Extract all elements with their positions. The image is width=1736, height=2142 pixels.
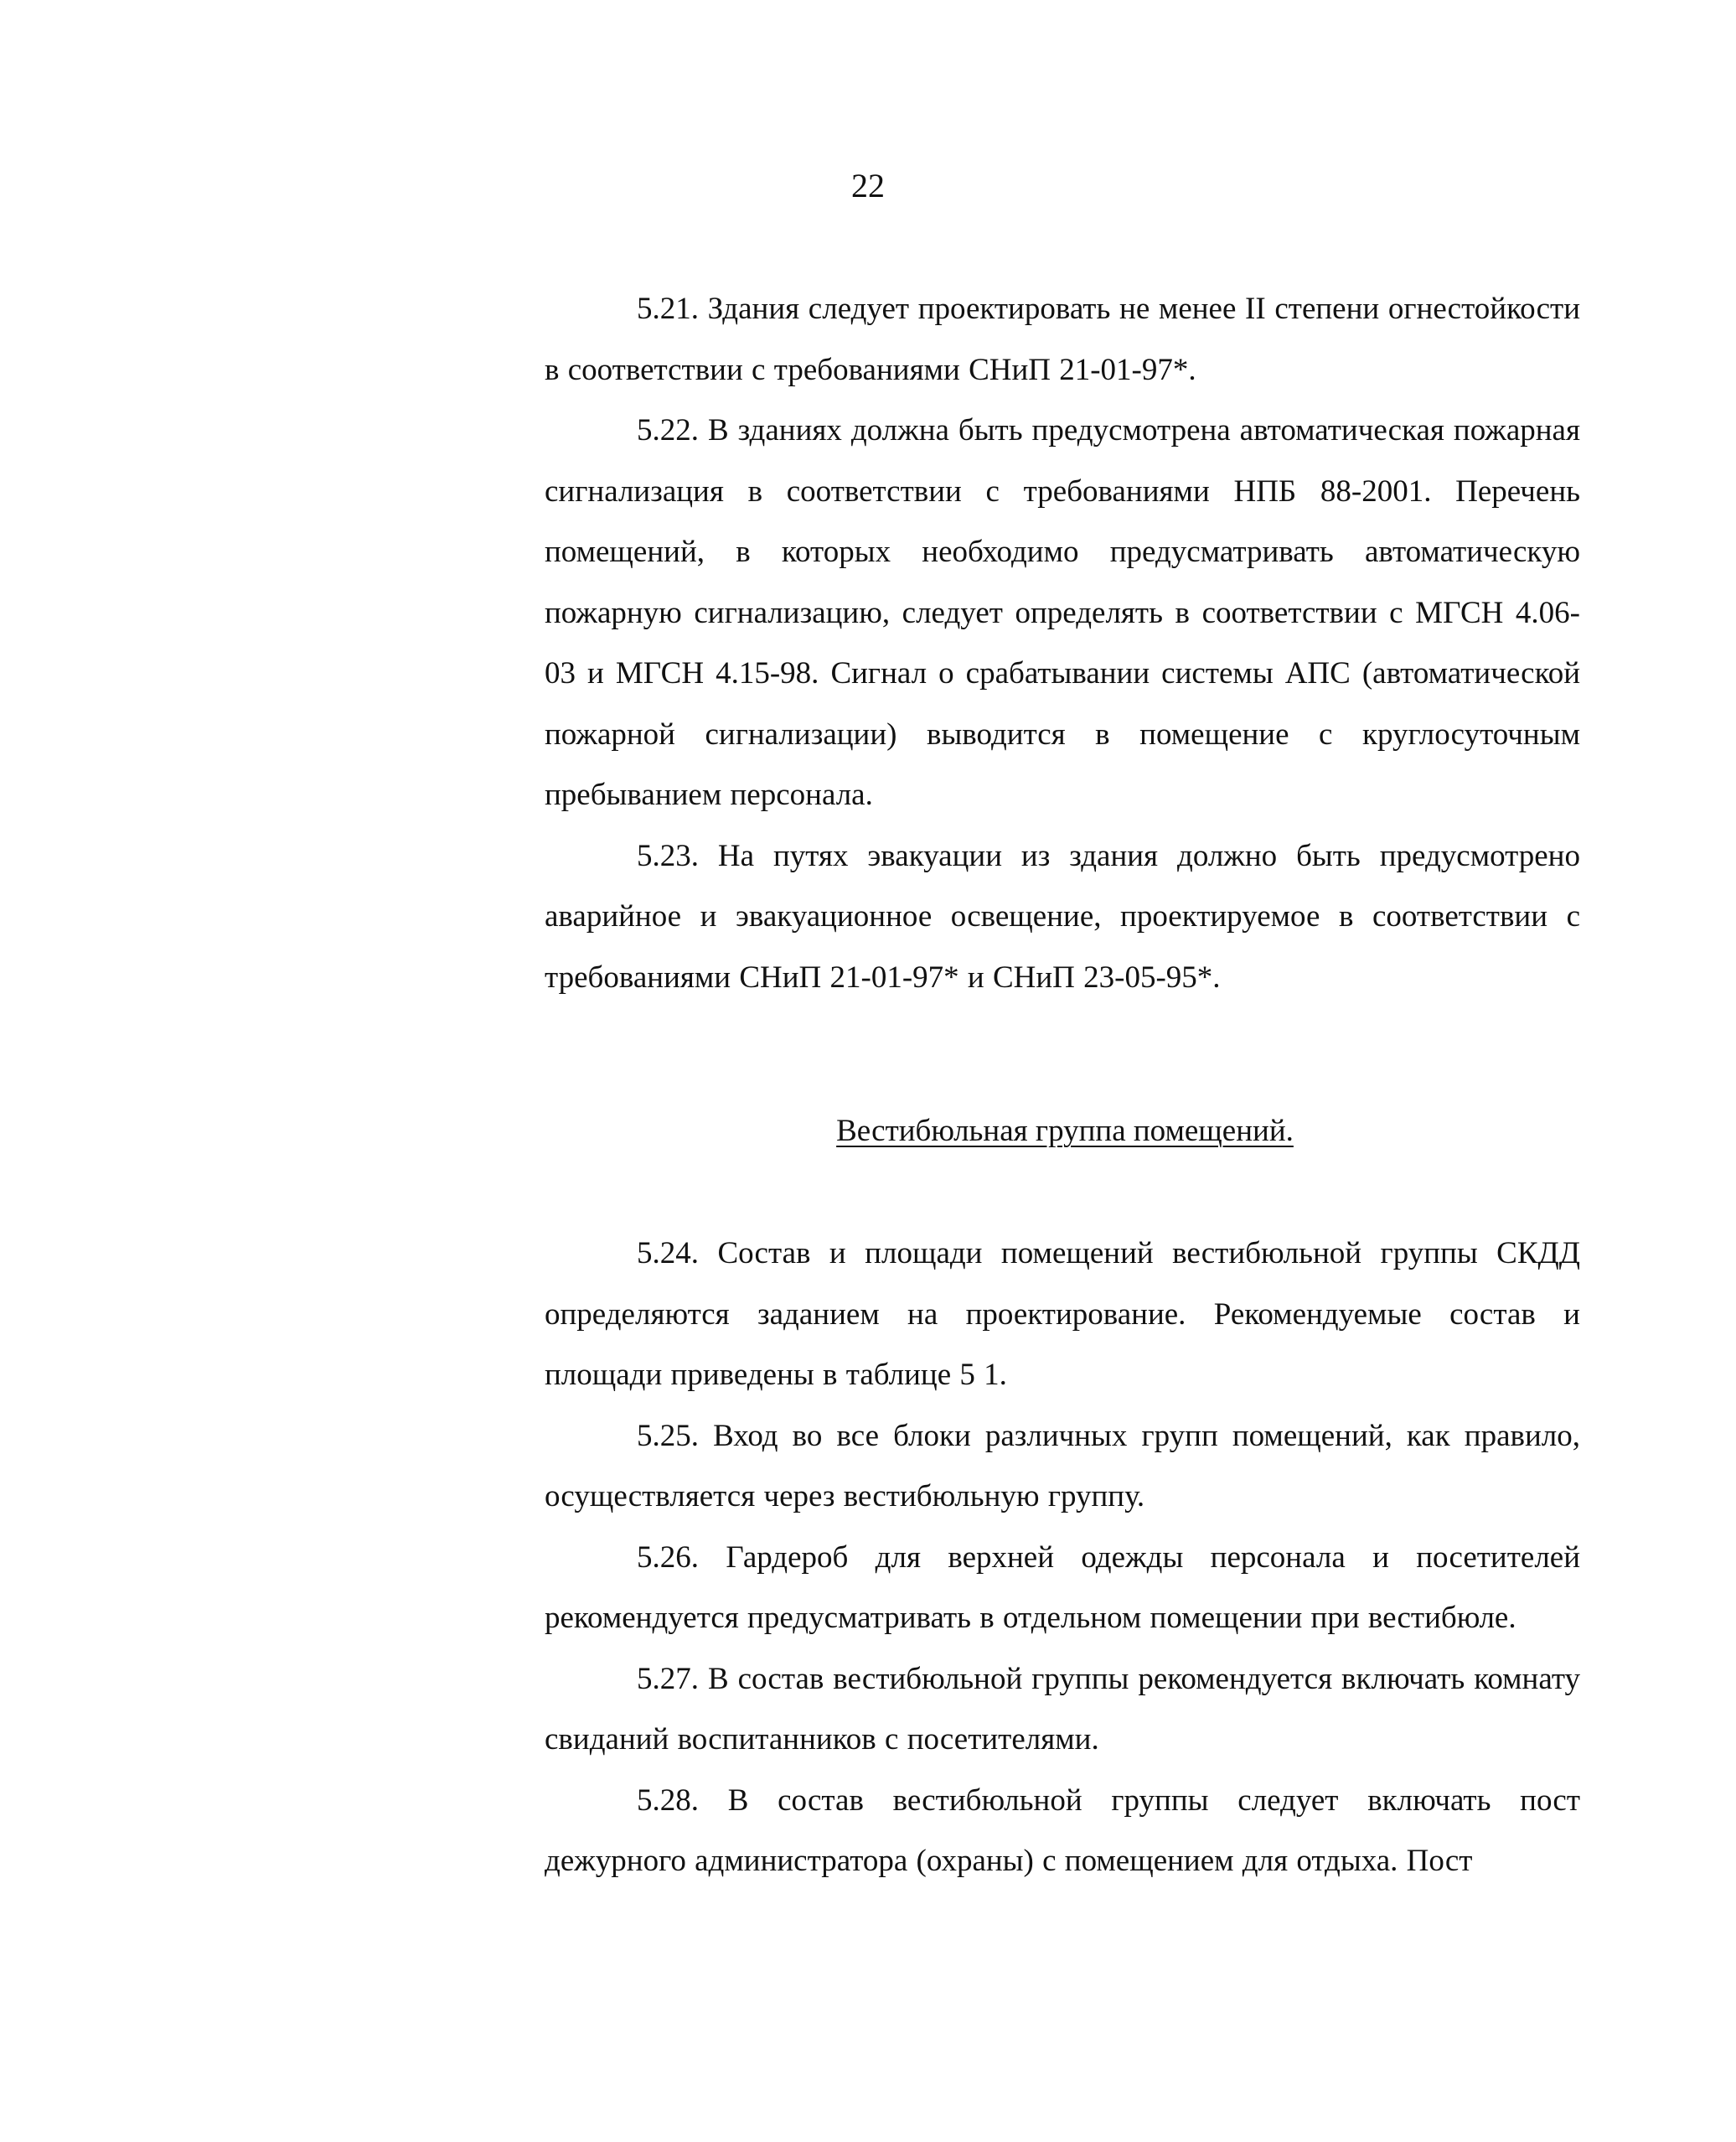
paragraph-5-22: 5.22. В зданиях должна быть предусмотрена автоматическая пожарная сигнализация в соответствии с требованиями НПБ 88-2001. Перечень помещений, в которых необходимо предусматривать автоматическую пожарную сигнализацию, следует определять в соответствии с МГСН 4.06-03 и МГСН 4.15-98. Сигнал о срабатывании системы АПС (автоматической пожарной сигнализации) выводится в помещение с круглосуточным пребыванием персонала. [545,413,1580,812]
paragraph-5-27: 5.27. В состав вестибюльной группы рекомендуется включать комнату свиданий воспитанников с посетителями. [545,1661,1580,1757]
paragraph-5-24: 5.24. Состав и площади помещений вестибюльной группы СКДД определяются заданием на проектирование. Рекомендуемые состав и площади приведены в таблице 5 1. [545,1236,1580,1392]
paragraph-5-26: 5.26. Гардероб для верхней одежды персонала и посетителей рекомендуется предусматривать в отдельном помещении при вестибюле. [545,1539,1580,1635]
text-block-fire-safety [545,279,1580,1008]
paragraph-5-21: 5.21. Здания следует проектировать не менее II степени огнестойкости в соответствии с требованиями СНиП 21-01-97*. [545,292,1580,387]
text-block-vestibule [545,1224,1580,1892]
section-heading [545,1108,1580,1155]
paragraph-5-25: 5.25. Вход во все блоки различных групп помещений, как правило, осуществляется через вестибюльную группу. [545,1418,1580,1513]
paragraph-5-23: 5.23. На путях эвакуации из здания должно быть предусмотрено аварийное и эвакуационное освещение, проектируемое в соответствии с требованиями СНиП 21-01-97* и СНиП 23-05-95*. [545,838,1580,995]
page-number: 22 [851,167,885,204]
section-heading-text: Вестибюльная группа помещений. [836,1114,1294,1148]
paragraph-5-28: 5.28. В состав вестибюльной группы следует включать пост дежурного администратора (охраны) с помещением для отдыха. Пост [545,1782,1580,1878]
